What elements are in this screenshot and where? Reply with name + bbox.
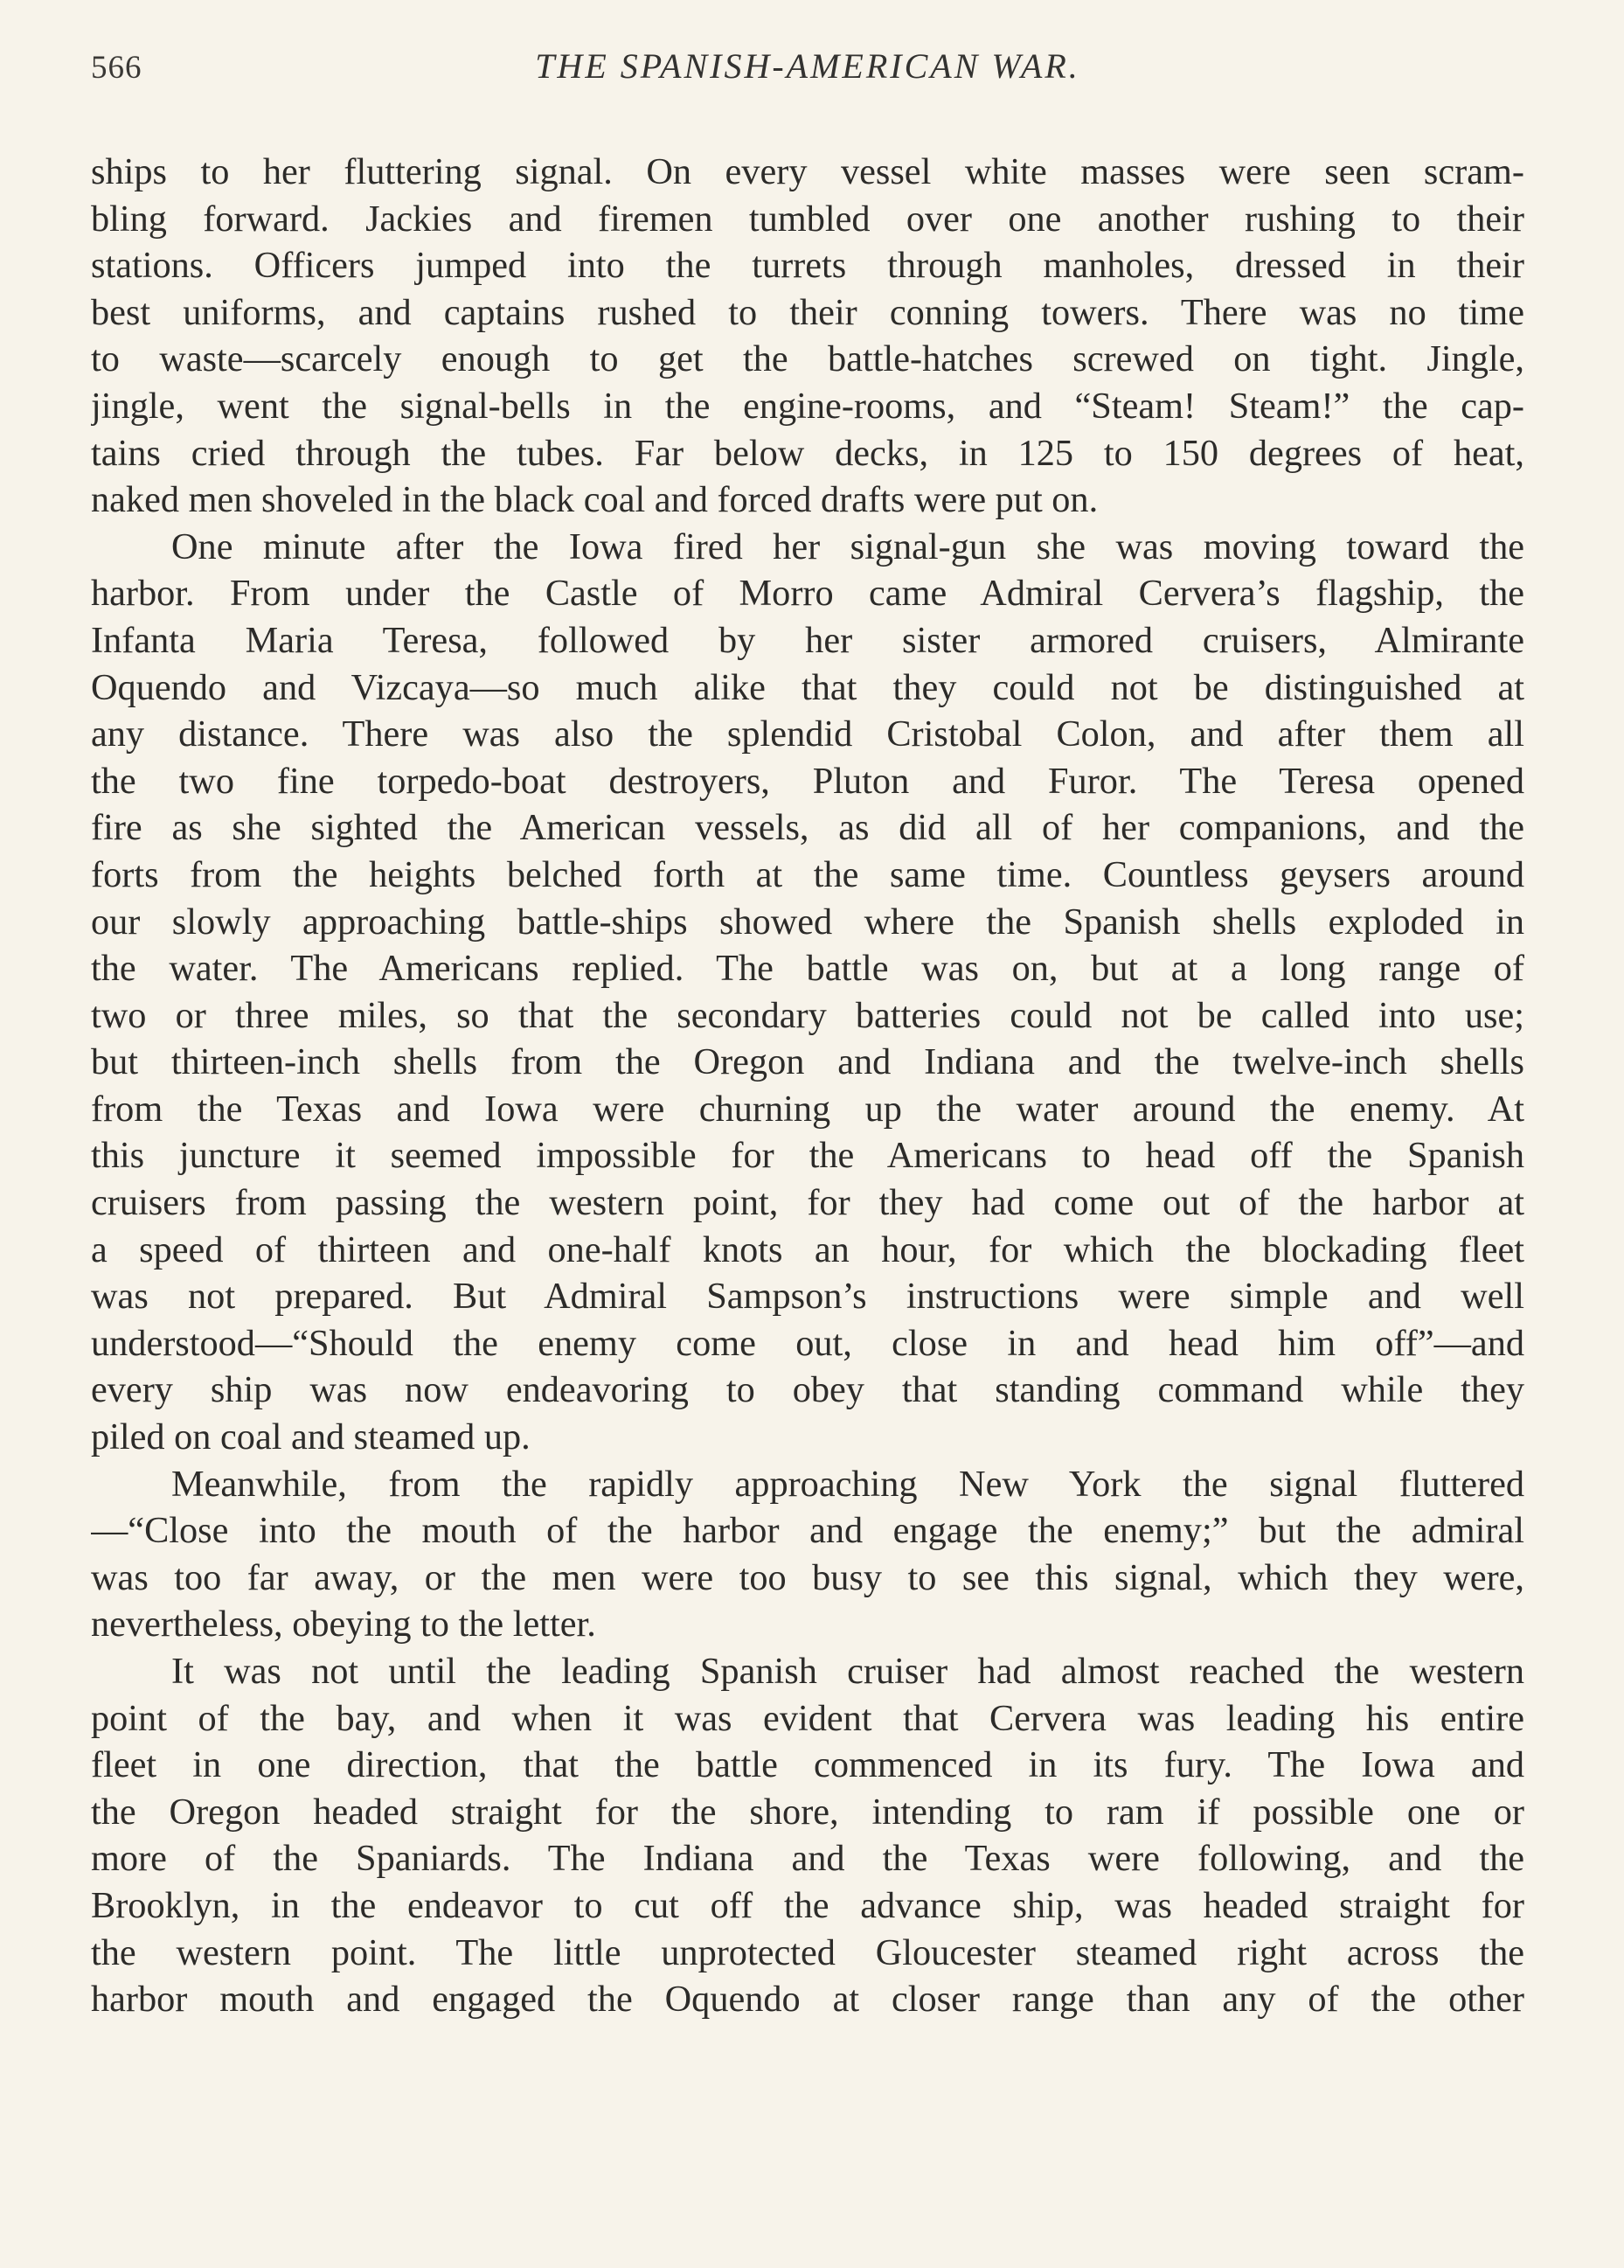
paragraph-1 [91,149,1524,524]
text-line: best uniforms, and captains rushed to their conning towers. There was no time [91,291,1524,333]
text-line: was not prepared. But Admiral Sampson’s instructions were simple and well [91,1276,1524,1318]
text-line: forts from the heights belched forth at the same time. Countless geysers around [91,853,1524,895]
text-line: Meanwhile, from the rapidly approaching New York the signal fluttered [171,1463,1524,1505]
text-line: two or three miles, so that the secondary batteries could not be called into use; [91,994,1524,1036]
text-line: fleet in one direction, that the battle commenced in its fury. The Iowa and [91,1744,1524,1786]
text-line: our slowly approaching battle-ships showed where the Spanish shells exploded in [91,901,1524,943]
text-line: the western point. The little unprotected Gloucester steamed right across the [91,1931,1524,1973]
text-line: understood—“Should the enemy come out, close in and head him off”—and [91,1322,1524,1364]
text-line: jingle, went the signal-bells in the engine-rooms, and “Steam! Steam!” the cap- [91,385,1524,427]
text-line: this juncture it seemed impossible for the Americans to head off the Spanish [91,1135,1524,1177]
text-line: harbor. From under the Castle of Morro came Admiral Cervera’s flagship, the [91,573,1524,615]
text-line: to waste—scarcely enough to get the battle-hatches screwed on tight. Jingle, [91,338,1524,380]
text-line: any distance. There was also the splendid Cristobal Colon, and after them all [91,713,1524,755]
text-line: a speed of thirteen and one-half knots an hour, for which the blockading fleet [91,1228,1524,1270]
text-line: every ship was now endeavoring to obey that standing command while they [91,1369,1524,1411]
page-number: 566 [91,50,142,86]
text-line: piled on coal and steamed up. [91,1416,531,1458]
text-line: naked men shoveled in the black coal and forced drafts were put on. [91,479,1099,521]
book-page [91,45,1524,2249]
running-title: THE SPANISH-AMERICAN WAR. [535,46,1080,86]
text-line: more of the Spaniards. The Indiana and the Texas were following, and the [91,1838,1524,1880]
text-line: the Oregon headed straight for the shore, intending to ram if possible one or [91,1791,1524,1833]
paragraph-4 [91,1648,1524,2023]
text-line: nevertheless, obeying to the letter. [91,1604,596,1645]
text-line: ships to her fluttering signal. On every vessel white masses were seen scram- [91,151,1524,192]
text-line: the water. The Americans replied. The battle was on, but at a long range of [91,948,1524,990]
text-line: but thirteen-inch shells from the Oregon and Indiana and the twelve-inch shells [91,1041,1524,1083]
text-line: stations. Officers jumped into the turrets through manholes, dressed in their [91,245,1524,287]
text-line: the two fine torpedo-boat destroyers, Pluton and Furor. The Teresa opened [91,760,1524,802]
text-line: It was not until the leading Spanish cruiser had almost reached the western [171,1651,1524,1692]
text-line: fire as she sighted the American vessels, as did all of her companions, and the [91,807,1524,849]
running-head [91,45,1524,98]
text-line: —“Close into the mouth of the harbor and engage the enemy;” but the admiral [91,1510,1524,1552]
body-text [91,149,1524,2023]
paragraph-3 [91,1461,1524,1648]
text-line: harbor mouth and engaged the Oquendo at closer range than any of the other [91,1979,1524,2021]
text-line: was too far away, or the men were too busy to see this signal, which they were, [91,1556,1524,1598]
text-line: One minute after the Iowa fired her signal-gun she was moving toward the [171,525,1524,567]
text-line: tains cried through the tubes. Far below decks, in 125 to 150 degrees of heat, [91,432,1524,474]
text-line: Infanta Maria Teresa, followed by her sister armored cruisers, Almirante [91,619,1524,661]
text-line: from the Texas and Iowa were churning up the water around the enemy. At [91,1088,1524,1130]
text-line: Brooklyn, in the endeavor to cut off the advance ship, was headed straight for [91,1884,1524,1926]
text-line: Oquendo and Vizcaya—so much alike that they could not be distinguished at [91,666,1524,708]
text-line: bling forward. Jackies and firemen tumbled over one another rushing to their [91,198,1524,240]
text-line: point of the bay, and when it was evident that Cervera was leading his entire [91,1697,1524,1739]
paragraph-2 [91,524,1524,1461]
text-line: cruisers from passing the western point, for they had come out of the harbor at [91,1182,1524,1224]
